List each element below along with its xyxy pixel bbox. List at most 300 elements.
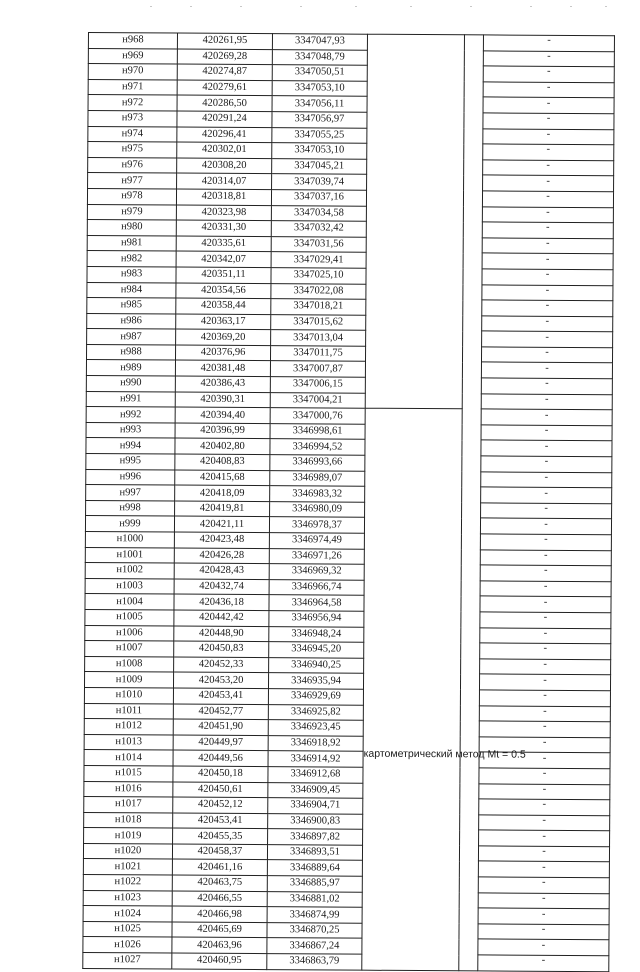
accuracy-value: - [541, 892, 546, 904]
accuracy-cell [478, 908, 609, 924]
x-coordinate-cell: 420302,01 [177, 142, 272, 158]
accuracy-cell [479, 830, 610, 846]
y-coordinate-cell: 3346969,32 [269, 564, 364, 580]
accuracy-value: - [542, 830, 546, 842]
accuracy-value: - [541, 939, 546, 951]
y-coordinate-cell: 3347056,97 [272, 112, 367, 128]
accuracy-value: - [545, 269, 550, 281]
y-coordinate-cell: 3346935,94 [268, 673, 363, 689]
x-coordinate-cell: 420261,95 [177, 33, 272, 49]
accuracy-value: - [545, 346, 549, 358]
accuracy-value: - [542, 736, 547, 748]
point-id-cell: н979 [87, 204, 176, 220]
x-coordinate-cell: 420279,61 [177, 80, 272, 96]
y-coordinate-cell: 3347056,11 [272, 96, 367, 112]
accuracy-value: - [547, 35, 551, 47]
accuracy-cell [480, 565, 611, 581]
point-id-cell: н977 [88, 173, 177, 189]
accuracy-cell [480, 627, 611, 643]
y-coordinate-cell: 3347025,10 [271, 268, 366, 284]
point-id-cell: н1000 [85, 531, 174, 547]
accuracy-cell [483, 175, 614, 191]
point-id-cell: н1016 [84, 781, 173, 797]
y-coordinate-cell: 3347045,21 [272, 158, 367, 174]
y-coordinate-cell: 3346940,25 [269, 657, 364, 673]
accuracy-value: - [546, 159, 550, 171]
x-coordinate-cell: 420449,56 [173, 750, 268, 766]
x-coordinate-cell: 420274,87 [177, 64, 272, 80]
x-coordinate-cell: 420432,74 [174, 579, 269, 595]
accuracy-cell [483, 51, 614, 67]
accuracy-value: - [544, 549, 548, 561]
table-row [83, 953, 609, 972]
point-id-cell: н1024 [83, 906, 172, 922]
accuracy-value: - [545, 315, 550, 327]
x-coordinate-cell: 420466,98 [172, 906, 267, 922]
accuracy-cell [479, 705, 610, 721]
accuracy-cell [481, 378, 612, 394]
accuracy-cell [482, 222, 613, 238]
x-coordinate-cell: 420460,95 [172, 953, 267, 969]
point-id-cell: н1015 [84, 765, 173, 781]
accuracy-cell [481, 394, 612, 410]
x-coordinate-cell: 420381,48 [175, 361, 270, 377]
point-id-cell: н974 [88, 126, 177, 142]
point-id-cell: н986 [87, 313, 176, 329]
accuracy-value: - [542, 877, 546, 889]
y-coordinate-cell: 3347007,87 [270, 361, 365, 377]
point-id-cell: н978 [87, 188, 176, 204]
accuracy-value: - [543, 690, 547, 702]
y-coordinate-cell: 3347011,75 [270, 345, 365, 361]
point-id-cell: н988 [86, 344, 175, 360]
point-id-cell: н1018 [84, 812, 173, 828]
accuracy-cell [480, 659, 611, 675]
point-id-cell: н983 [87, 266, 176, 282]
accuracy-value: - [545, 284, 550, 296]
point-id-cell: н998 [86, 500, 175, 516]
accuracy-cell [481, 503, 612, 519]
accuracy-cell [481, 487, 612, 503]
accuracy-value: - [542, 721, 547, 733]
accuracy-value: - [543, 674, 547, 686]
y-coordinate-cell: 3346956,94 [269, 611, 364, 627]
accuracy-cell [482, 238, 613, 254]
y-coordinate-cell: 3347031,56 [271, 236, 366, 252]
method-cell [362, 408, 526, 970]
y-coordinate-cell: 3347034,58 [271, 205, 366, 221]
point-id-cell: н970 [88, 64, 177, 80]
accuracy-cell [478, 861, 609, 877]
x-coordinate-cell: 420453,20 [173, 672, 268, 688]
x-coordinate-cell: 420450,61 [173, 782, 268, 798]
accuracy-value: - [545, 362, 549, 374]
point-id-cell: н993 [86, 422, 175, 438]
accuracy-value: - [542, 814, 546, 826]
point-id-cell: н969 [88, 48, 177, 64]
accuracy-cell [481, 472, 612, 488]
point-id-cell: н973 [88, 110, 177, 126]
accuracy-value: - [543, 705, 547, 717]
y-coordinate-cell: 3347032,42 [271, 221, 366, 237]
accuracy-value: - [544, 393, 549, 405]
y-coordinate-cell: 3347006,15 [270, 377, 365, 393]
point-id-cell: н992 [86, 407, 175, 423]
point-id-cell: н991 [86, 391, 175, 407]
accuracy-value: - [543, 627, 548, 639]
y-coordinate-cell: 3346974,49 [269, 533, 364, 549]
point-id-cell: н1026 [83, 937, 172, 953]
accuracy-value: - [546, 175, 550, 187]
x-coordinate-cell: 420351,11 [176, 267, 271, 283]
accuracy-value: - [543, 658, 547, 670]
accuracy-cell [482, 284, 613, 300]
y-coordinate-cell: 3346885,97 [267, 876, 362, 892]
y-coordinate-cell: 3346923,45 [268, 720, 363, 736]
accuracy-value: - [543, 612, 548, 624]
y-coordinate-cell: 3346983,32 [270, 486, 365, 502]
point-id-cell: н981 [87, 235, 176, 251]
accuracy-cell [482, 269, 613, 285]
accuracy-cell [480, 534, 611, 550]
accuracy-value: - [542, 752, 547, 764]
accuracy-value: - [546, 97, 551, 109]
x-coordinate-cell: 420451,90 [173, 719, 268, 735]
y-coordinate-cell: 3346980,09 [270, 501, 365, 517]
y-coordinate-cell: 3347053,10 [272, 80, 367, 96]
point-id-cell: н1005 [85, 609, 174, 625]
point-id-cell: н1023 [83, 890, 172, 906]
x-coordinate-cell: 420450,18 [173, 766, 268, 782]
point-id-cell: н985 [87, 298, 176, 314]
point-id-cell: н1012 [84, 719, 173, 735]
accuracy-cell [482, 316, 613, 332]
accuracy-cell [482, 331, 613, 347]
y-coordinate-cell: 3346978,37 [269, 517, 364, 533]
accuracy-cell [478, 955, 609, 971]
accuracy-cell [480, 550, 611, 566]
point-id-cell: н1025 [83, 921, 172, 937]
y-coordinate-cell: 3346893,51 [267, 844, 362, 860]
y-coordinate-cell: 3347022,08 [271, 283, 366, 299]
accuracy-value: - [544, 471, 549, 483]
accuracy-cell [480, 581, 611, 597]
y-coordinate-cell: 3347053,10 [272, 143, 367, 159]
accuracy-value: - [543, 580, 548, 592]
y-coordinate-cell: 3346900,83 [268, 813, 363, 829]
accuracy-value: - [542, 783, 547, 795]
y-coordinate-cell: 3346918,92 [268, 735, 363, 751]
y-coordinate-cell: 3347048,79 [272, 49, 367, 65]
accuracy-cell [480, 643, 611, 659]
accuracy-value: - [545, 331, 549, 343]
x-coordinate-cell: 420415,68 [175, 470, 270, 486]
accuracy-cell [483, 66, 614, 82]
method-cell-empty [365, 34, 464, 409]
accuracy-cell [482, 253, 613, 269]
point-id-cell: н1010 [84, 687, 173, 703]
x-coordinate-cell: 420448,90 [174, 626, 269, 642]
accuracy-value: - [544, 409, 549, 421]
y-coordinate-cell: 3347050,51 [272, 65, 367, 81]
y-coordinate-cell: 3346989,07 [270, 470, 365, 486]
x-coordinate-cell: 420323,98 [176, 205, 271, 221]
x-coordinate-cell: 420418,09 [175, 485, 270, 501]
accuracy-value: - [544, 456, 549, 468]
accuracy-cell [480, 612, 611, 628]
accuracy-value: - [543, 596, 548, 608]
accuracy-value: - [544, 534, 548, 546]
accuracy-cell [481, 409, 612, 425]
point-id-cell: н995 [86, 454, 175, 470]
y-coordinate-cell: 3346863,79 [267, 954, 362, 970]
point-id-cell: н1021 [83, 859, 172, 875]
x-coordinate-cell: 420408,83 [175, 454, 270, 470]
point-id-cell: н990 [86, 376, 175, 392]
accuracy-cell [482, 300, 613, 316]
x-coordinate-cell: 420308,20 [177, 158, 272, 174]
point-id-cell: н999 [85, 516, 174, 532]
x-coordinate-cell: 420423,48 [174, 532, 269, 548]
point-id-cell: н1027 [83, 953, 172, 969]
y-coordinate-cell: 3346909,45 [268, 782, 363, 798]
x-coordinate-cell: 420402,80 [175, 438, 270, 454]
point-id-cell: н997 [86, 485, 175, 501]
y-coordinate-cell: 3347039,74 [272, 174, 367, 190]
x-coordinate-cell: 420390,31 [175, 392, 270, 408]
accuracy-cell [481, 362, 612, 378]
accuracy-cell [478, 939, 609, 955]
x-coordinate-cell: 420331,30 [176, 220, 271, 236]
point-id-cell: н1003 [85, 578, 174, 594]
accuracy-value: - [542, 861, 546, 873]
x-coordinate-cell: 420452,12 [173, 797, 268, 813]
point-id-cell: н971 [88, 79, 177, 95]
point-id-cell: н984 [87, 282, 176, 298]
point-id-cell: н989 [86, 360, 175, 376]
y-coordinate-cell: 3347013,04 [271, 330, 366, 346]
y-coordinate-cell: 3346929,69 [268, 689, 363, 705]
y-coordinate-cell: 3346914,92 [268, 751, 363, 767]
x-coordinate-cell: 420426,28 [174, 548, 269, 564]
x-coordinate-cell: 420286,50 [177, 95, 272, 111]
y-coordinate-cell: 3347037,16 [271, 190, 366, 206]
accuracy-value: - [546, 113, 551, 125]
y-coordinate-cell: 3347047,93 [272, 34, 367, 50]
x-coordinate-cell: 420466,55 [172, 891, 267, 907]
accuracy-value: - [546, 128, 551, 140]
accuracy-value: - [545, 300, 550, 312]
accuracy-cell [481, 456, 612, 472]
x-coordinate-cell: 420449,97 [173, 735, 268, 751]
accuracy-value: - [546, 191, 550, 203]
x-coordinate-cell: 420463,96 [172, 937, 267, 953]
y-coordinate-cell: 3346998,61 [270, 423, 365, 439]
accuracy-cell [479, 768, 610, 784]
x-coordinate-cell: 420463,75 [172, 875, 267, 891]
point-id-cell: н1002 [85, 563, 174, 579]
accuracy-value: - [541, 908, 546, 920]
point-id-cell: н1004 [85, 594, 174, 610]
accuracy-value: - [543, 565, 548, 577]
y-coordinate-cell: 3346925,82 [268, 704, 363, 720]
accuracy-cell [481, 347, 612, 363]
y-coordinate-cell: 3347015,62 [271, 314, 366, 330]
point-id-cell: н1001 [85, 547, 174, 563]
y-coordinate-cell: 3346881,02 [267, 891, 362, 907]
point-id-cell: н980 [87, 220, 176, 236]
accuracy-cell [479, 690, 610, 706]
x-coordinate-cell: 420363,17 [176, 314, 271, 330]
accuracy-cell [483, 35, 614, 51]
x-coordinate-cell: 420342,07 [176, 251, 271, 267]
x-coordinate-cell: 420269,28 [177, 49, 272, 65]
x-coordinate-cell: 420296,41 [177, 127, 272, 143]
y-coordinate-cell: 3346889,64 [267, 860, 362, 876]
x-coordinate-cell: 420376,96 [175, 345, 270, 361]
accuracy-value: - [545, 378, 549, 390]
x-coordinate-cell: 420291,24 [177, 111, 272, 127]
accuracy-cell [480, 518, 611, 534]
y-coordinate-cell: 3347018,21 [271, 299, 366, 315]
accuracy-value: - [544, 424, 549, 436]
accuracy-value: - [545, 253, 550, 265]
accuracy-cell [483, 97, 614, 113]
accuracy-cell [482, 191, 613, 207]
accuracy-cell [483, 160, 614, 176]
x-coordinate-cell: 420419,81 [175, 501, 270, 517]
accuracy-value: - [546, 222, 550, 234]
scan-artifact-dots [150, 6, 620, 12]
point-id-cell: н1013 [84, 734, 173, 750]
accuracy-cell [479, 783, 610, 799]
point-id-cell: н1006 [85, 625, 174, 641]
point-id-cell: н1009 [84, 672, 173, 688]
x-coordinate-cell: 420450,83 [174, 641, 269, 657]
x-coordinate-cell: 420453,41 [173, 688, 268, 704]
accuracy-value: - [546, 66, 551, 78]
y-coordinate-cell: 3346867,24 [267, 938, 362, 954]
accuracy-cell [478, 846, 609, 862]
x-coordinate-cell: 420386,43 [175, 376, 270, 392]
accuracy-cell [483, 113, 614, 129]
accuracy-value: - [541, 923, 546, 935]
point-id-cell: н976 [88, 157, 177, 173]
y-coordinate-cell: 3346945,20 [269, 642, 364, 658]
accuracy-cell [479, 799, 610, 815]
point-id-cell: н996 [86, 469, 175, 485]
x-coordinate-cell: 420394,40 [175, 407, 270, 423]
x-coordinate-cell: 420396,99 [175, 423, 270, 439]
accuracy-cell [483, 128, 614, 144]
point-id-cell: н968 [88, 33, 177, 49]
point-id-cell: н1014 [84, 750, 173, 766]
x-coordinate-cell: 420358,44 [176, 298, 271, 314]
accuracy-cell [478, 877, 609, 893]
y-coordinate-cell: 3346904,71 [268, 798, 363, 814]
x-coordinate-cell: 420318,81 [176, 189, 271, 205]
accuracy-cell [483, 144, 614, 160]
coordinates-table [82, 32, 615, 972]
y-coordinate-cell: 3346964,58 [269, 595, 364, 611]
point-id-cell: н975 [88, 142, 177, 158]
y-coordinate-cell: 3346897,82 [268, 829, 363, 845]
y-coordinate-cell: 3347000,76 [270, 408, 365, 424]
y-coordinate-cell: 3346948,24 [269, 626, 364, 642]
accuracy-value: - [542, 799, 547, 811]
accuracy-value: - [545, 237, 550, 249]
point-id-cell: н1007 [85, 641, 174, 657]
x-coordinate-cell: 420465,69 [172, 922, 267, 938]
point-id-cell: н994 [86, 438, 175, 454]
y-coordinate-cell: 3346994,52 [270, 439, 365, 455]
x-coordinate-cell: 420452,33 [174, 657, 269, 673]
accuracy-value: - [544, 518, 548, 530]
y-coordinate-cell: 3347029,41 [271, 252, 366, 268]
x-coordinate-cell: 420314,07 [177, 173, 272, 189]
point-id-cell: н1022 [83, 875, 172, 891]
y-coordinate-cell: 3347055,25 [272, 127, 367, 143]
point-id-cell: н982 [87, 251, 176, 267]
y-coordinate-cell: 3346966,74 [269, 579, 364, 595]
y-coordinate-cell: 3346993,66 [270, 455, 365, 471]
y-coordinate-cell: 3346870,25 [267, 922, 362, 938]
accuracy-cell [481, 440, 612, 456]
accuracy-value: - [542, 767, 547, 780]
accuracy-cell [482, 206, 613, 222]
y-coordinate-cell: 3346912,68 [268, 767, 363, 783]
point-id-cell: н1017 [84, 797, 173, 813]
method-label: картометрический метод Mt = 0.5 [363, 748, 526, 762]
accuracy-value: - [547, 50, 551, 62]
y-coordinate-cell: 3346874,99 [267, 907, 362, 923]
x-coordinate-cell: 420453,41 [173, 813, 268, 829]
accuracy-value: - [541, 955, 546, 967]
point-id-cell: н1020 [83, 843, 172, 859]
accuracy-value: - [546, 144, 551, 156]
point-id-cell: н987 [87, 329, 176, 345]
accuracy-cell [483, 82, 614, 98]
accuracy-value: - [544, 487, 548, 499]
point-id-cell: н972 [88, 95, 177, 111]
x-coordinate-cell: 420421,11 [174, 516, 269, 532]
accuracy-value: - [544, 502, 548, 514]
x-coordinate-cell: 420458,37 [172, 844, 267, 860]
accuracy-cell [480, 596, 611, 612]
accuracy-cell [481, 425, 612, 441]
x-coordinate-cell: 420354,56 [176, 283, 271, 299]
x-coordinate-cell: 420455,35 [173, 828, 268, 844]
point-id-cell: н1011 [84, 703, 173, 719]
coordinates-table-body [83, 33, 615, 972]
x-coordinate-cell: 420436,18 [174, 594, 269, 610]
x-coordinate-cell: 420452,77 [173, 704, 268, 720]
x-coordinate-cell: 420461,16 [172, 860, 267, 876]
accuracy-value: - [544, 440, 549, 452]
x-coordinate-cell: 420335,61 [176, 236, 271, 252]
accuracy-cell [479, 815, 610, 831]
x-coordinate-cell: 420442,42 [174, 610, 269, 626]
y-coordinate-cell: 3346971,26 [269, 548, 364, 564]
accuracy-value: - [543, 643, 548, 655]
point-id-cell: н1019 [84, 828, 173, 844]
x-coordinate-cell: 420369,20 [176, 329, 271, 345]
accuracy-value: - [546, 81, 551, 93]
accuracy-value: - [542, 845, 546, 857]
accuracy-cell [478, 924, 609, 940]
x-coordinate-cell: 420428,43 [174, 563, 269, 579]
accuracy-cell [479, 721, 610, 737]
